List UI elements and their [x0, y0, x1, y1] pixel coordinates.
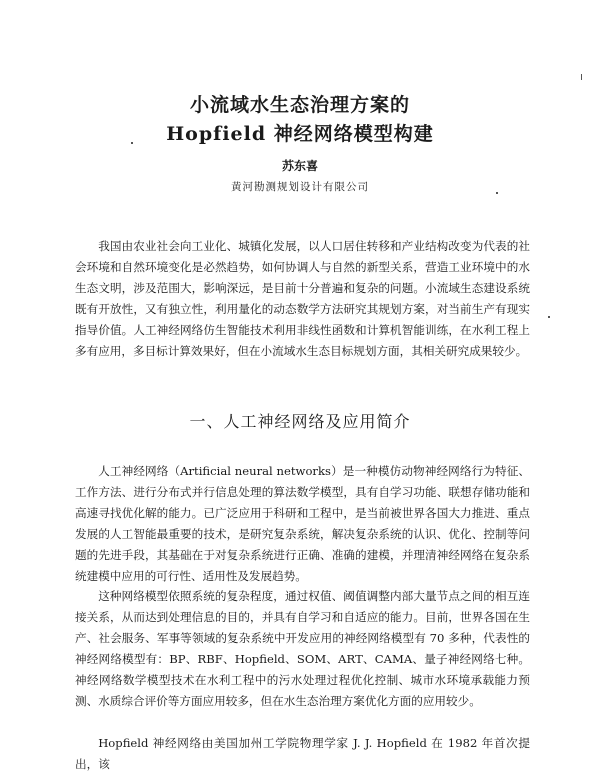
scan-speck [131, 142, 133, 144]
intro-paragraph: 我国由农业社会向工业化、城镇化发展，以人口居住转移和产业结构改变为代表的社会环境和自然环境变化是必然趋势，如何协调人与自然的新型关系，营造工业环境中的水生态文明，涉及范围大，影响深远，是目前十分普遍和复杂的问题。小流域生态建设系统既有开放性，又有独立性，利用量化的动态数学方法研究其规划方案，对当前生产有现实指导价值。人工神经网络仿生智能技术利用非线性函数和计算机智能训练，在水利工程上多有应用，多目标计算效果好，但在小流域水生态目标规划方面，其相关研究成果较少。 [75, 239, 530, 358]
paper-title-line-1: 小流域水生态治理方案的 [189, 94, 410, 116]
author-affiliation: 黄河勘测规划设计有限公司 [231, 181, 369, 193]
scan-speck [581, 74, 582, 80]
scan-speck [496, 192, 498, 194]
paper-title-line-2: Hopfield 神经网络模型构建 [166, 123, 434, 145]
scan-speck [548, 316, 550, 318]
body-paragraph-4: Hopfield 神经网络由美国加州工学院物理学家 J. J. Hopfield 在 1982 年首次提出，该 [75, 736, 530, 771]
body-paragraph-3: 这种网络模型依照系统的复杂程度，通过权值、阈值调整内部大量节点之间的相互连接关系，从而达到处理信息的目的，并具有自学习和自适应的能力。目前，世界各国在生产、社会服务、军事等领域的复杂系统中开发应用的神经网络模型有 70 多种，代表性的神经网络模型有：BP、RBF、Hopfield、SOM、ART、CAMA、量子神经网络七种。神经网络数学模型技术在水利工程中的污水处理过程优化控制、城市水环境承载能力预测、水质综合评价等方面应用较多，但在水生态治理方案优化方面的应用较少。 [75, 589, 530, 708]
author-name: 苏东喜 [281, 159, 318, 173]
body-paragraph-2: 人工神经网络（Artificial neural networks）是一种模仿动物神经网络行为特征、工作方法、进行分布式并行信息处理的算法数学模型，具有自学习功能、联想存储功能和高速寻找优化解的能力。已广泛应用于科研和工程中，是当前被世界各国大力推进、重点发展的人工智能最重要的技术，是研究复杂系统，解决复杂系统的认识、优化、控制等问题的先进手段，其基础在于对复杂系统进行正确、准确的建模，并理清神经网络在复杂系统建模中应用的可行性、适用性及发展趋势。 [75, 464, 530, 583]
section-heading: 一、人工神经网络及应用简介 [189, 412, 411, 431]
